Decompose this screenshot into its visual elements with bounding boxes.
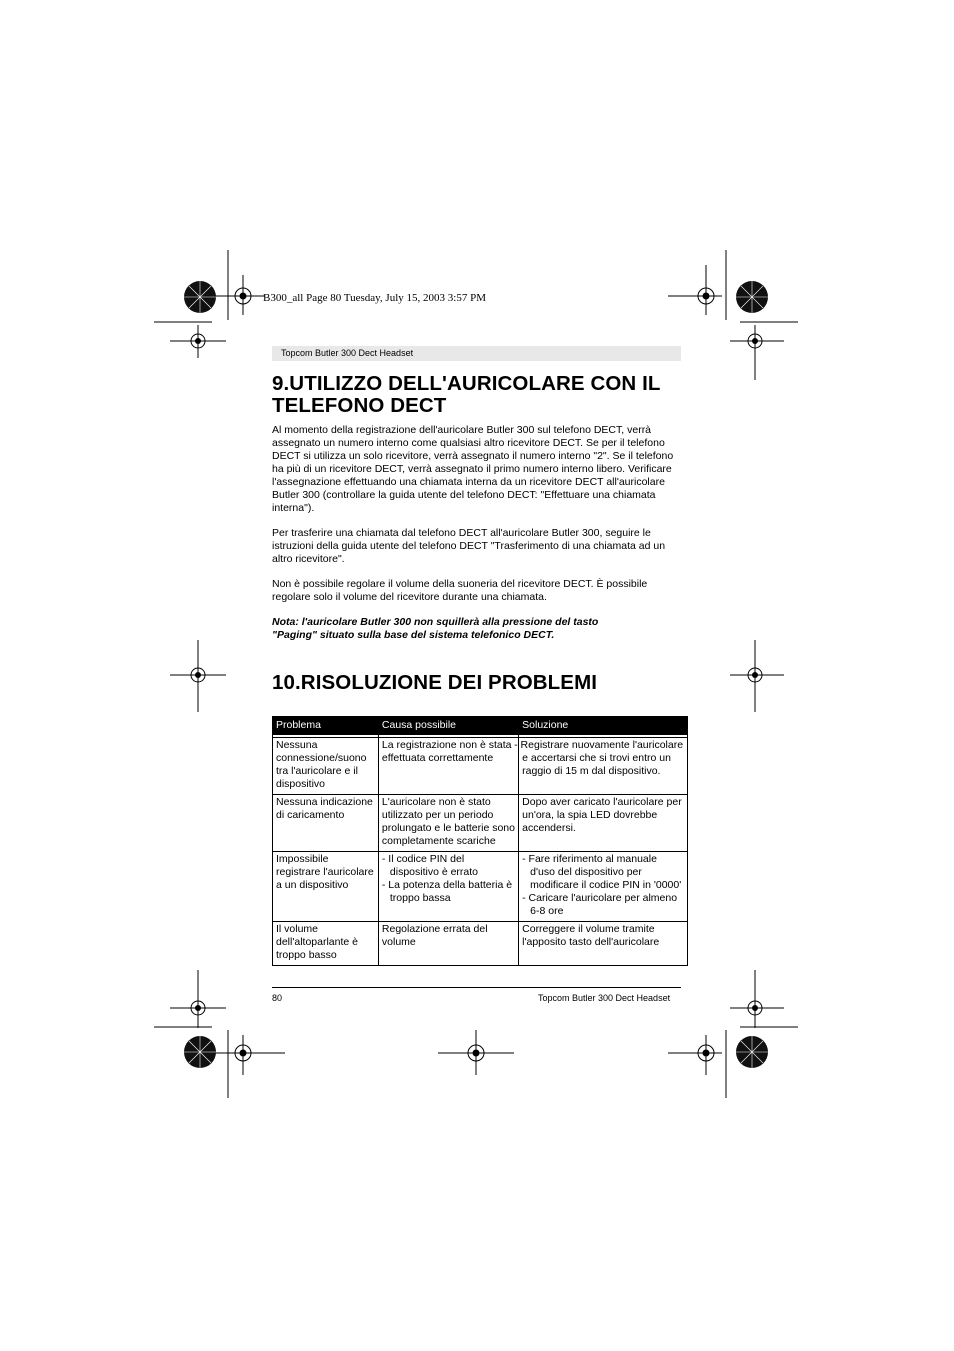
section-9-paragraph-3: Non è possibile regolare il volume della suoneria del ricevitore DECT. È possibile regolare solo il volume del ricevitore durante una chiamata. <box>272 578 648 603</box>
cause-cell: Regolazione errata del volume <box>378 922 518 966</box>
cause-cell <box>378 852 518 922</box>
table-row <box>273 852 688 922</box>
solution-cell: Correggere il volume tramite l'apposito tasto dell'auricolare <box>519 922 688 966</box>
section-9-title: 9.UTILIZZO DELL'AURICOLARE CON IL TELEFONO DECT <box>272 372 661 417</box>
section-9-paragraph-1: Al momento della registrazione dell'auricolare Butler 300 sul telefono DECT, verrà assegnato un numero interno come qualsiasi altro ricevitore DECT. Se per il telefono DECT si utilizza un solo ricevitore, verrà assegnato il numero interno "2". Se il telefono ha più di un ricevitore DECT, verrà assegnato il primo numero interno libero. Verificare l'assegnazione effettuando una chiamata interna da un ricevitore DECT all'auricolare Butler 300 (controllare la guida utente del telefono DECT: "Effettuare una chiamata interna"). <box>272 424 674 514</box>
section-9-paragraph-2: Per trasferire una chiamata dal telefono DECT all'auricolare Butler 300, seguire le istruzioni della guida utente del telefono DECT "Trasferimento di una chiamata ad un altro ricevitore". <box>272 527 666 565</box>
section-10-title: 10.RISOLUZIONE DEI PROBLEMI <box>272 671 598 694</box>
problem-cell: Nessuna connessione/suono tra l'auricolare e il dispositivo <box>273 738 379 795</box>
column-header-cause: Causa possibile <box>378 717 518 735</box>
footer-title: Topcom Butler 300 Dect Headset <box>538 993 671 1003</box>
troubleshooting-table <box>272 716 688 966</box>
table-row <box>273 922 688 966</box>
page-number: 80 <box>272 993 283 1003</box>
running-header: Topcom Butler 300 Dect Headset <box>272 346 681 361</box>
cause-item: - La potenza della batteria è troppo bassa <box>381 879 513 904</box>
problem-cell: Impossibile registrare l'auricolare a un dispositivo <box>273 852 379 922</box>
problem-cell: Il volume dell'altoparlante è troppo basso <box>273 922 379 966</box>
table-row <box>273 738 688 795</box>
cause-item: - Il codice PIN del dispositivo è errato <box>381 853 479 878</box>
solution-cell <box>519 852 688 922</box>
print-slug: B300_all Page 80 Tuesday, July 15, 2003 3:57 PM <box>263 292 486 304</box>
solution-item: - Fare riferimento al manuale d'uso del dispositivo per modificare il codice PIN in '0000' <box>522 853 682 891</box>
section-9-note: Nota: l'auricolare Butler 300 non squillerà alla pressione del tasto "Paging" situato sulla base del sistema telefonico DECT. <box>272 616 599 641</box>
column-header-solution: Soluzione <box>519 717 688 735</box>
footer-rule <box>272 987 681 988</box>
solution-cell: Dopo aver caricato l'auricolare per un'ora, la spia LED dovrebbe accendersi. <box>519 795 688 852</box>
table-row <box>273 795 688 852</box>
solution-item: - Caricare l'auricolare per almeno 6-8 ore <box>522 892 678 917</box>
table-header-row <box>273 717 688 735</box>
cause-cell: La registrazione non è stata effettuata correttamente <box>378 738 518 795</box>
problem-cell: Nessuna indicazione di caricamento <box>273 795 379 852</box>
column-header-problem: Problema <box>273 717 379 735</box>
cause-cell: L'auricolare non è stato utilizzato per un periodo prolungato e le batterie sono completamente scariche <box>378 795 518 852</box>
solution-cell: - Registrare nuovamente l'auricolare e accertarsi che si trovi entro un raggio di 15 m dal dispositivo. <box>519 738 688 795</box>
